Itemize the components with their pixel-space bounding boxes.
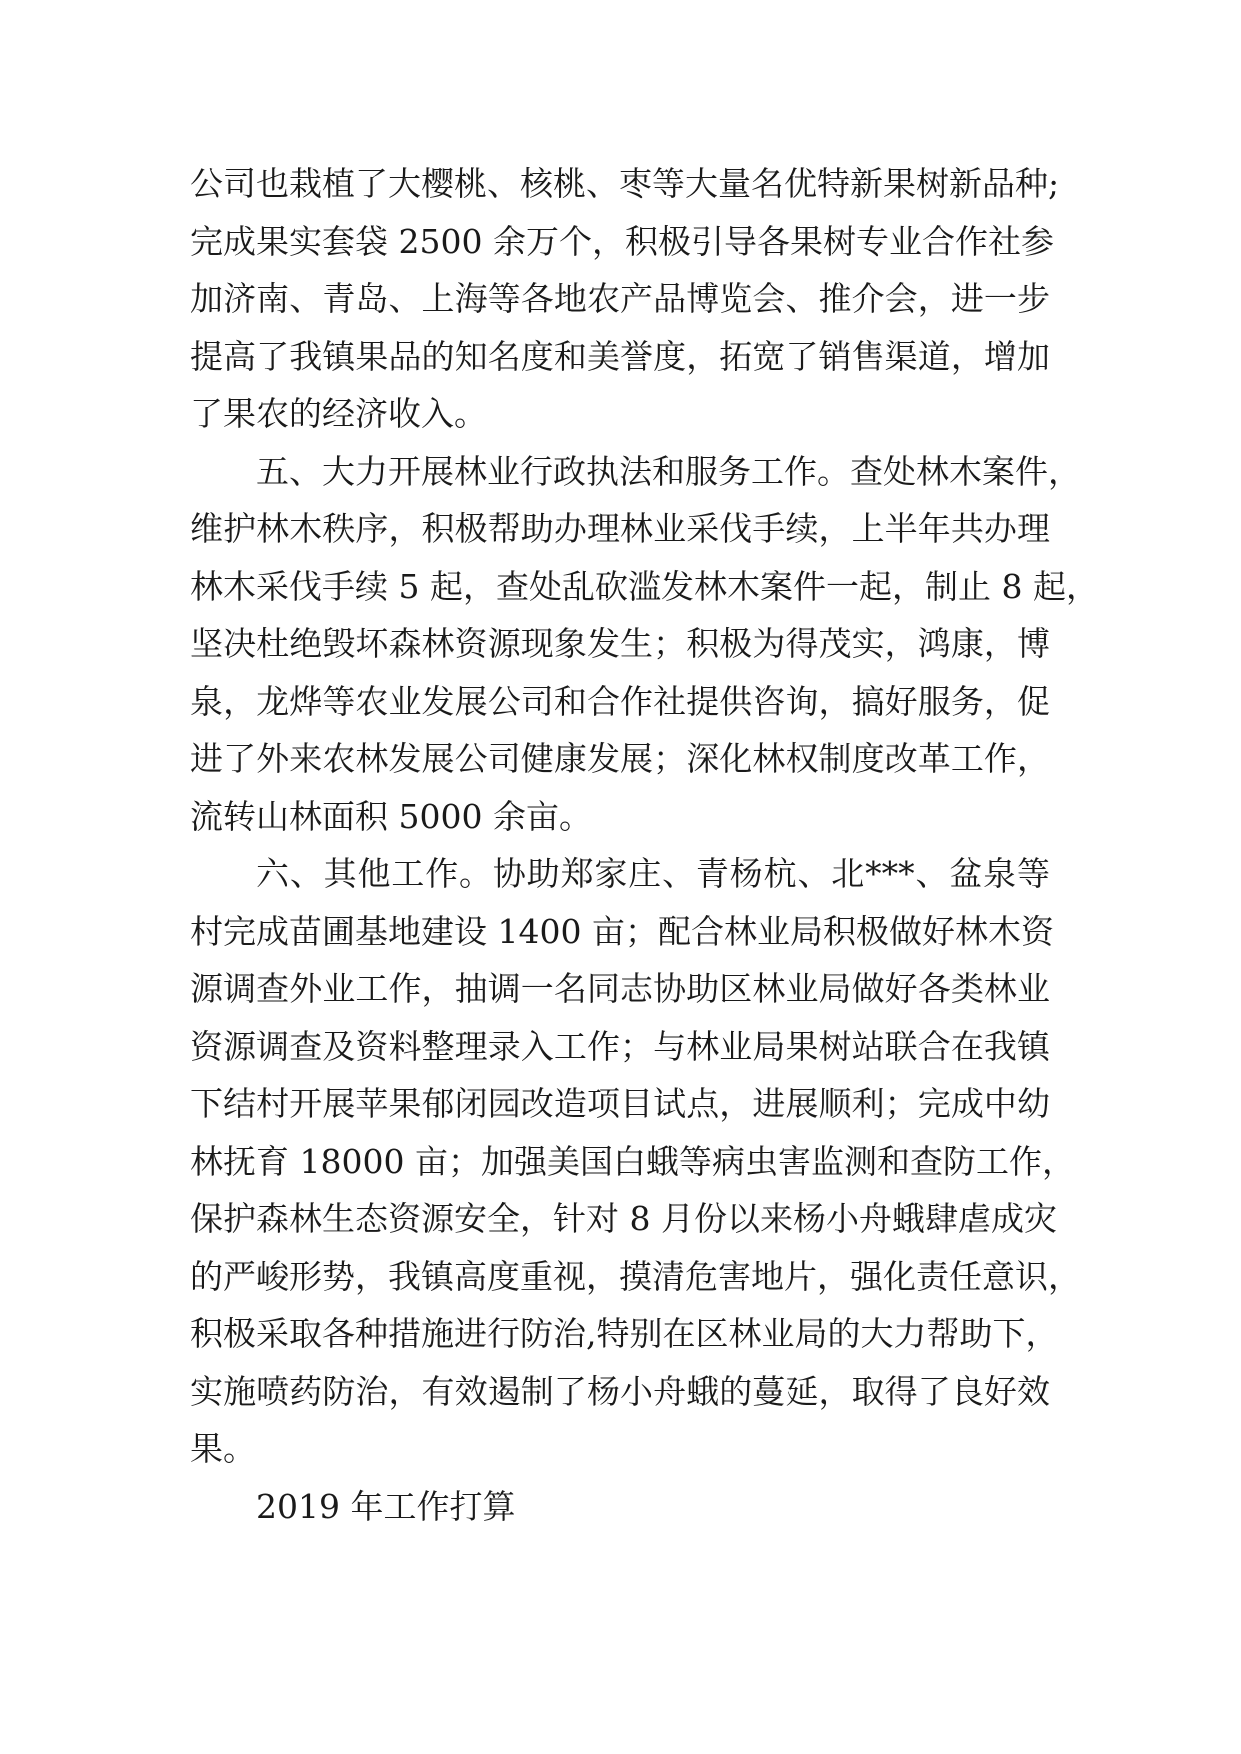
text-line: 的严峻形势，我镇高度重视，摸清危害地片，强化责任意识， — [190, 1256, 1081, 1296]
text-line: 积极采取各种措施进行防治,特别在区林业局的大力帮助下， — [190, 1314, 1059, 1353]
paragraph-forestry-enforcement — [190, 443, 1099, 846]
text-line: 完成果实套袋 2500 余万个，积极引导各果树专业合作社参 — [190, 221, 1054, 261]
text-line: 源调查外业工作，抽调一名同志协助区林业局做好各类林业 — [190, 969, 1050, 1008]
text-line: 提高了我镇果品的知名度和美誉度，拓宽了销售渠道，增加 — [190, 336, 1050, 376]
text-line: 林抚育 18000 亩；加强美国白蛾等病虫害监测和查防工作， — [190, 1141, 1075, 1181]
text-line: 公司也栽植了大樱桃、核桃、枣等大量名优特新果树新品种; — [190, 164, 1060, 203]
text-line: 实施喷药防治，有效遏制了杨小舟蛾的蔓延，取得了良好效 — [190, 1371, 1050, 1411]
text-line: 流转山林面积 5000 余亩。 — [190, 796, 592, 836]
text-line: 维护林木秩序，积极帮助办理林业采伐手续，上半年共办理 — [190, 509, 1050, 548]
section-heading: 2019 年工作打算 — [256, 1486, 516, 1526]
paragraph-other-work — [190, 845, 1081, 1478]
text-line: 泉，龙烨等农业发展公司和合作社提供咨询，搞好服务，促 — [190, 681, 1050, 721]
section-heading-2019-plan — [190, 1478, 1050, 1536]
paragraph-fruit-industry — [190, 155, 1060, 443]
text-line: 五、大力开展林业行政执法和服务工作。查处林木案件， — [256, 451, 1081, 491]
text-line: 果。 — [190, 1429, 256, 1468]
document-body — [190, 155, 1099, 1535]
text-line: 村完成苗圃基地建设 1400 亩；配合林业局积极做好林木资 — [190, 911, 1054, 951]
text-line: 坚决杜绝毁坏森林资源现象发生；积极为得茂实，鸿康，博 — [190, 624, 1050, 663]
text-line: 保护森林生态资源安全，针对 8 月份以来杨小舟蛾肆虐成灾 — [190, 1199, 1057, 1238]
text-line: 六、其他工作。协助郑家庄、青杨杭、北***、盆泉等 — [256, 854, 1050, 893]
text-line: 加济南、青岛、上海等各地农产品博览会、推介会，进一步 — [190, 279, 1050, 318]
text-line: 资源调查及资料整理录入工作；与林业局果树站联合在我镇 — [190, 1026, 1050, 1066]
text-line: 进了外来农林发展公司健康发展；深化林权制度改革工作， — [190, 739, 1050, 778]
text-line: 了果农的经济收入。 — [190, 394, 487, 433]
text-line: 下结村开展苹果郁闭园改造项目试点，进展顺利；完成中幼 — [190, 1084, 1050, 1123]
text-line: 林木采伐手续 5 起，查处乱砍滥发林木案件一起，制止 8 起， — [190, 566, 1099, 606]
